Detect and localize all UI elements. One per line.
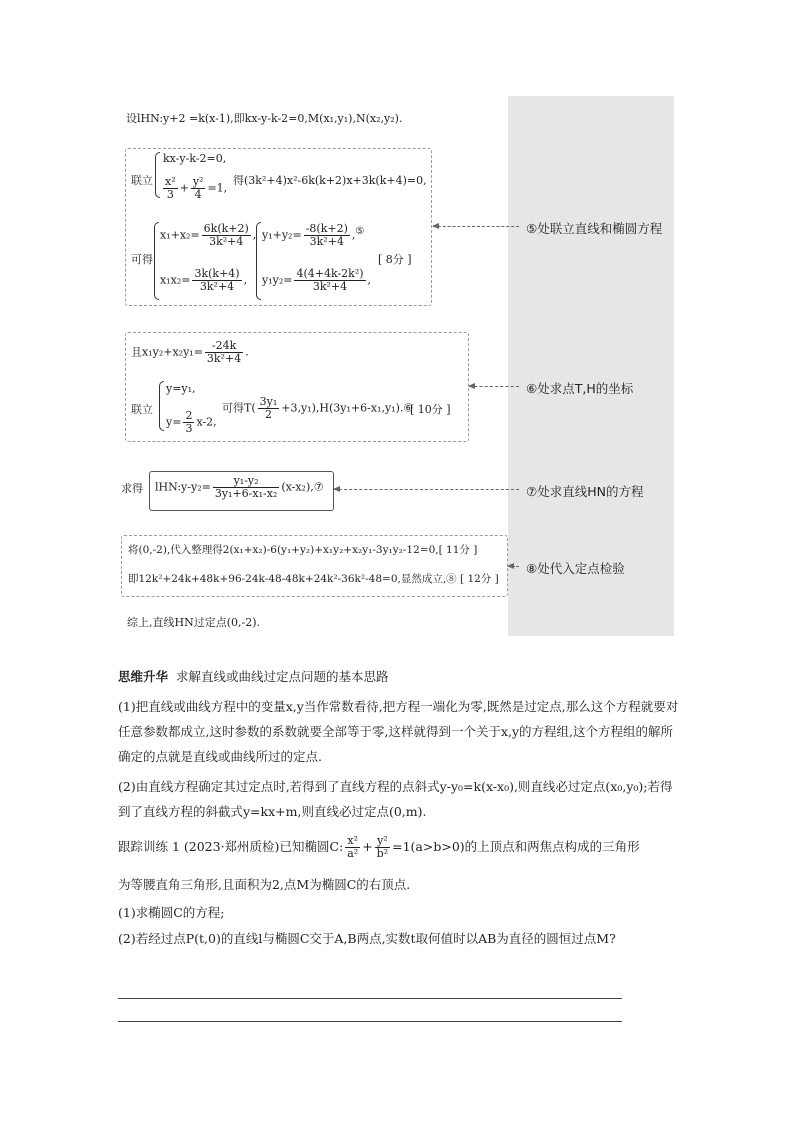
frac-den: 4: [194, 188, 202, 201]
kede-label: 可得: [131, 253, 153, 266]
note-6: ⑥处求点T,H的坐标: [526, 381, 634, 396]
equation-line: kx-y-k-2=0,: [163, 152, 227, 165]
qiude-label: 求得: [121, 482, 143, 495]
system-brace: [155, 152, 160, 198]
exercise-line-2: 为等腰直角三角形,且面积为2,点M为椭圆C的右顶点.: [118, 877, 411, 892]
f1-num: x²: [345, 835, 360, 848]
eqB-den: 3: [185, 422, 193, 435]
exercise-question-2: (2)若经过点P(t,0)的直线l与椭圆C交于A,B两点,实数t取何值时以AB为直径的圆恒过点M?: [118, 931, 616, 946]
line-hn-equation: [155, 475, 324, 500]
exercise-lead: [118, 832, 684, 862]
x-sum-num: 6k(k+2): [203, 222, 249, 235]
equation-tail: =1,: [207, 181, 228, 195]
answer-rule: [118, 998, 622, 999]
result-den: 2: [264, 408, 272, 421]
thinking-title: 思维升华: [118, 669, 169, 684]
exercise-lead-text: 跟踪训练 1 (2023·郑州质检)已知椭圆C:: [118, 839, 344, 854]
cross-sum-num: -24k: [205, 340, 243, 353]
arrow-left-icon: [508, 566, 519, 567]
substitute-line: 将(0,-2),代入整理得2(x₁+x₂)-6(y₁+y₂)+x₁y₂+x₂y₁-3y₁y₂-12=0,[ 11分 ]: [128, 544, 478, 556]
f1-den: a²: [347, 847, 359, 860]
y-prod-den: 3k²+4: [312, 280, 348, 293]
vieta-brace-x: [154, 222, 159, 300]
plus-sign: +: [179, 181, 189, 195]
thinking-paragraph-1: (1)把直线或曲线方程中的变量x,y当作常数看待,把方程一端化为零,既然是过定点,那么这个方程就要对任意参数都成立,这时参数的系数就要全部等于零,这样就得到一个关于x,y的方程组,这个方程组的解所确定的点就是直线或曲线所过的定点.: [118, 699, 679, 764]
verify-line: 即12k²+24k+48k+96-24k-48-48k+24k²-36k²-48=0,显然成立,⑧ [ 12分 ]: [128, 573, 499, 585]
thinking-subtitle: 求解直线或曲线过定点问题的基本思路: [175, 669, 389, 684]
frac-num: y²: [192, 175, 204, 188]
x-prod-lhs: x₁x₂=: [160, 273, 191, 287]
plus-sign: +: [362, 839, 373, 854]
annotation-sidebar: [508, 96, 674, 636]
eqB-num: 2: [185, 409, 193, 422]
x-prod-num: 3k(k+4): [194, 267, 240, 280]
circle-marker: ⑤: [355, 225, 365, 237]
exercise-tail: =1(a>b>0)的上顶点和两焦点构成的三角形: [392, 839, 640, 854]
answer-rule: [118, 1021, 622, 1022]
result-a: 可得T(: [222, 401, 256, 415]
lianli-label-2: 联立: [131, 403, 153, 416]
cross-sum-den: 3k²+4: [206, 352, 242, 365]
thinking-heading: [118, 664, 684, 689]
x-product: x₁x₂= $\frac{3k(k+4)}{\text{3k²+4}}$ ,: [160, 267, 248, 293]
x-sum-den: 3k²+4: [209, 235, 244, 248]
system-brace-2: [159, 381, 164, 431]
y-sum-num: -8(k+2): [305, 222, 348, 235]
hn-tail: (x-x₂),⑦: [281, 480, 324, 494]
conclusion-line: 综上,直线HN过定点(0,-2).: [127, 616, 261, 629]
quadratic-result: 得(3k²+4)x²-6k(k+2)x+3k(k+4)=0,: [233, 174, 427, 187]
exercise-question-1: (1)求椭圆C的方程;: [118, 905, 225, 920]
equation-y: y=y₁,: [166, 382, 196, 395]
eqB-lhs: y=: [166, 415, 182, 429]
x-sum: x₁+x₂= $\frac{6k(k+2)}{\text{3k²+4}}$ ,: [160, 222, 257, 248]
equation-line-2: [166, 410, 217, 435]
hn-den: 3y₁+6-x₁-x₂: [214, 487, 278, 500]
y-product: y₁y₂= $\frac{\text{4(4+4k-2k²)}}{\text{3k²+4}}$ ,: [262, 267, 372, 293]
frac-num: x²: [165, 175, 176, 188]
y-sum-den: 3k²+4: [309, 235, 344, 248]
score-badge: [ 8分 ]: [378, 253, 412, 266]
frac-den: 3: [166, 188, 174, 201]
x-prod-den: 3k²+4: [199, 280, 235, 293]
points-result: [222, 396, 413, 421]
equation-ellipse: [161, 176, 227, 201]
setup-line: 设lHN:y+2 =k(x-1),即kx-y-k-2=0,M(x₁,y₁),N(x₂,y₂).: [126, 112, 403, 125]
arrow-left-icon: [469, 386, 519, 387]
note-5: ⑤处联立直线和椭圆方程: [526, 221, 663, 236]
lianli-label: 联立: [131, 174, 153, 187]
cross-sum: 且x₁y₂+x₂y₁= $\frac{-24k}{\text{3k²+4}}$ .: [131, 339, 249, 365]
note-7: ⑦处求直线HN的方程: [526, 484, 644, 499]
thinking-paragraph-2: (2)由直线方程确定其过定点时,若得到了直线方程的点斜式y-y₀=k(x-x₀),则直线必过定点(x₀,y₀);若得到了直线方程的斜截式y=kx+m,则直线必过定点(0,m).: [118, 779, 673, 819]
arrow-left-icon: [334, 489, 519, 490]
x-sum-lhs: x₁+x₂=: [160, 228, 200, 242]
hn-num: y₁-y₂: [213, 475, 280, 488]
cross-sum-lhs: 且x₁y₂+x₂y₁=: [131, 345, 203, 359]
y-sum: y₁+y₂= $\frac{-8(k+2)}{\text{3k²+4}}$ ,⑤: [262, 222, 365, 248]
result-b: +3,y₁),H(3y₁+6-x₁,y₁).⑥: [281, 401, 414, 415]
score-badge-2: [ 10分 ]: [410, 403, 451, 416]
eqB-tail: x-2,: [196, 415, 217, 429]
y-sum-lhs: y₁+y₂=: [262, 228, 302, 242]
f2-den: b²: [376, 847, 389, 860]
arrow-left-icon: [433, 226, 519, 227]
f2-num: y²: [375, 835, 390, 848]
vieta-brace-y: [256, 222, 261, 300]
y-prod-lhs: y₁y₂=: [262, 273, 293, 287]
hn-lhs: lHN:y-y₂=: [155, 480, 211, 494]
note-8: ⑧处代入定点检验: [526, 561, 625, 576]
y-prod-num: 4(4+4k-2k²): [296, 267, 364, 280]
result-num: 3y₁: [259, 395, 278, 408]
